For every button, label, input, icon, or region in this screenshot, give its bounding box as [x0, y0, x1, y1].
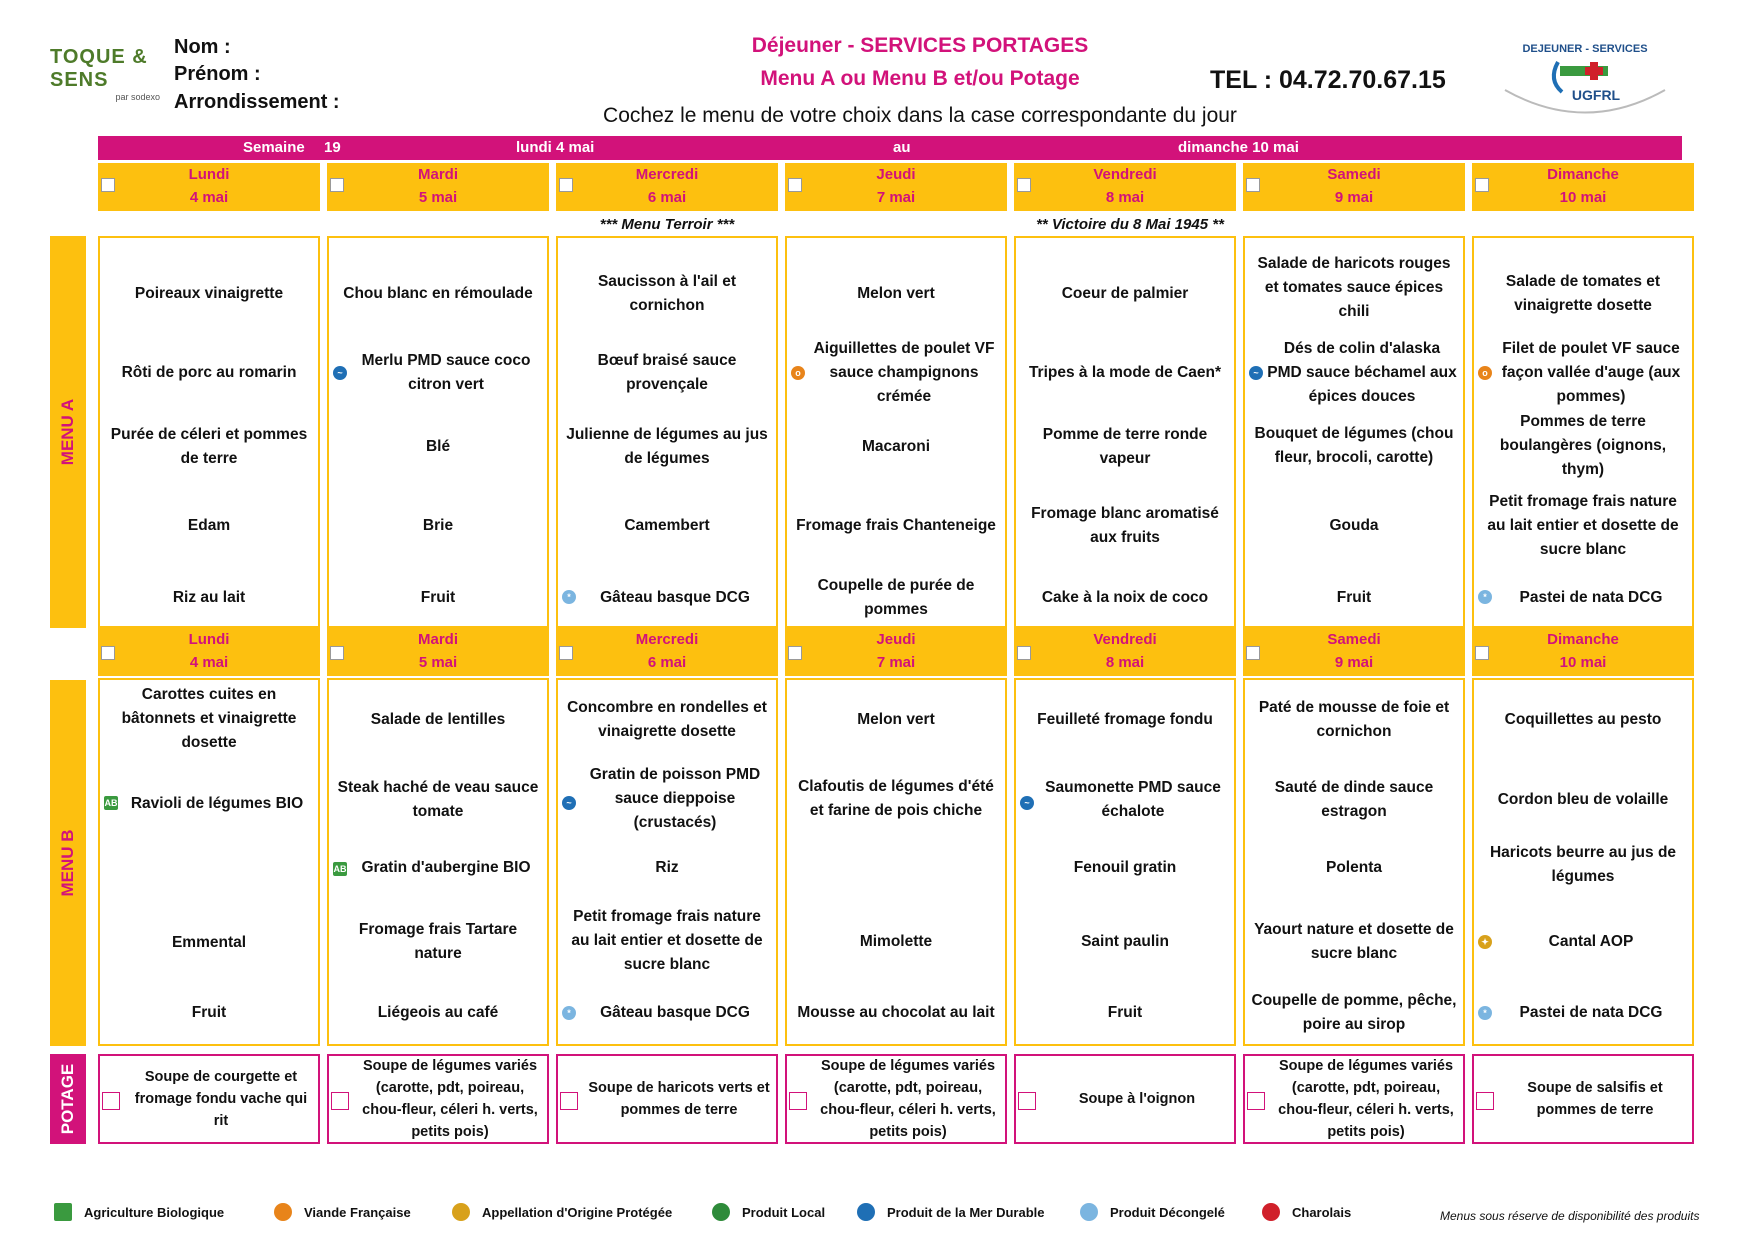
menu-a-item: Salade de haricots rouges et tomates sauce épices chili [1257, 255, 1451, 320]
logo-left-text: TOQUE & SENS [50, 46, 148, 91]
day-name: Samedi [1327, 166, 1381, 183]
menu-b-item: Melon vert [857, 711, 935, 728]
week-end: dimanche 10 mai [1178, 139, 1299, 156]
potage-item: Soupe de légumes variés (carotte, pdt, poireau, chou-fleur, céleri h. verts, petits pois) [1278, 1058, 1454, 1140]
day-name: Mardi [417, 166, 458, 183]
potage-item: Soupe de salsifis et pommes de terre [1527, 1080, 1663, 1118]
menu-a-item: Fruit [1336, 589, 1372, 606]
day-name: Lundi [188, 166, 230, 183]
day-name: Dimanche [1547, 631, 1619, 648]
day-header-b-dimanche [1472, 628, 1694, 676]
menu-a-item: Cake à la noix de coco [1041, 589, 1209, 606]
menu-b-item: Mimolette [859, 933, 933, 950]
menu-b-item: Fromage frais Tartare nature [358, 921, 518, 962]
menu-a-item: Melon vert [857, 285, 935, 302]
menu-b-item: Feuilleté fromage fondu [1037, 711, 1213, 728]
day-header-a-lundi [98, 163, 320, 211]
day-header-a-vendredi [1014, 163, 1236, 211]
day-name: Mercredi [635, 631, 699, 648]
potage-checkbox-mercredi[interactable] [560, 1092, 578, 1110]
menu-b-item: Saumonette PMD sauce échalote [1045, 779, 1221, 820]
week-bar [98, 136, 1682, 160]
menu-b-item: Yaourt nature et dosette de sucre blanc [1254, 921, 1454, 962]
menu-terroir-note: *** Menu Terroir *** [599, 216, 735, 233]
menu-a-item: Petit fromage frais nature au lait entier et dosette de sucre blanc [1487, 493, 1679, 558]
produit-local-icon [712, 1203, 730, 1221]
mer-durable-icon: ~ [333, 366, 347, 380]
day-header-a-mercredi [556, 163, 778, 211]
potage-item: Soupe de légumes variés (carotte, pdt, poireau, chou-fleur, céleri h. verts, petits pois) [820, 1058, 996, 1140]
week-start: lundi 4 mai [516, 139, 595, 156]
menu-a-item: Riz au lait [172, 589, 246, 606]
decongele-icon: * [562, 1006, 576, 1020]
mer-durable-icon: ~ [1249, 366, 1263, 380]
logo-right-line1: DEJEUNER - SERVICES [1522, 43, 1648, 55]
menu-a-item: Fromage blanc aromatisé aux fruits [1031, 505, 1219, 546]
decongele-icon: * [562, 590, 576, 604]
potage-box-vendredi [1014, 1054, 1236, 1144]
day-date: 5 mai [418, 189, 458, 206]
legend-label: Appellation d'Origine Protégée [482, 1204, 673, 1220]
menu-b-item: Carottes cuites en bâtonnets et vinaigrette dosette [121, 686, 297, 751]
legend-item-aop [452, 1203, 672, 1221]
potage-checkbox-vendredi[interactable] [1018, 1092, 1036, 1110]
legend-label: Produit Décongelé [1110, 1204, 1225, 1220]
menu-b-box-mardi [327, 678, 549, 1046]
menu-b-item: Liégeois au café [377, 1004, 499, 1021]
day-name: Dimanche [1547, 166, 1619, 183]
day-name: Mardi [417, 631, 458, 648]
viande-francaise-icon: o [791, 366, 805, 380]
menu-a-item: Salade de tomates et vinaigrette dosette [1505, 273, 1661, 314]
menu-b-item: Riz [655, 859, 679, 876]
menu-a-box-vendredi [1014, 236, 1236, 628]
menu-b-item: Emmental [171, 934, 247, 951]
day-name: Jeudi [876, 166, 916, 183]
prenom-label: Prénom : [174, 63, 261, 85]
decongele-icon: * [1478, 1006, 1492, 1020]
day-name: Samedi [1327, 631, 1381, 648]
menu-b-item: Mousse au chocolat au lait [797, 1004, 995, 1021]
potage-box-lundi [98, 1054, 320, 1144]
menu-a-item: Edam [187, 517, 231, 534]
menu-b-box-samedi [1243, 678, 1465, 1046]
menu-a-box-samedi [1243, 236, 1465, 628]
viande-francaise-icon: o [1478, 366, 1492, 380]
menu-b-item: Ravioli de légumes BIO [130, 795, 304, 812]
legend-label: Viande Française [304, 1204, 411, 1220]
menu-b-box-vendredi [1014, 678, 1236, 1046]
day-header-a-samedi [1243, 163, 1465, 211]
day-name: Vendredi [1093, 166, 1157, 183]
bio-icon: AB [333, 864, 347, 874]
viande-francaise-icon [274, 1203, 292, 1221]
menu-b-item: Saint paulin [1081, 933, 1169, 950]
legend-label: Charolais [1292, 1204, 1352, 1220]
menu-b-item: Gratin de poisson PMD sauce dieppoise (crustacés) [589, 766, 761, 831]
menu-b-box-mercredi [556, 678, 778, 1046]
instruction-text: Cochez le menu de votre choix dans la case correspondante du jour [603, 104, 1237, 127]
day-date: 8 mai [1105, 654, 1145, 671]
menu-b-item: Gratin d'aubergine BIO [361, 859, 531, 876]
page-subtitle: Menu A ou Menu B et/ou Potage [760, 67, 1080, 90]
day-header-b-mercredi [556, 628, 778, 676]
menu-b-item: Coquillettes au pesto [1504, 711, 1662, 728]
menu-b-item [100, 844, 318, 904]
day-date: 8 mai [1105, 189, 1145, 206]
decongele-icon [1080, 1203, 1098, 1221]
menu-a-item: Bœuf braisé sauce provençale [597, 352, 737, 393]
potage-checkbox-samedi[interactable] [1247, 1092, 1265, 1110]
menu-a-item: Gâteau basque DCG [600, 589, 750, 606]
menu-b-item: Coupelle de pomme, pêche, poire au sirop [1251, 992, 1457, 1033]
legend-item-decongele [1080, 1203, 1225, 1221]
menu-a-item: Tripes à la mode de Caen* [1028, 364, 1222, 381]
legend-item-local [712, 1203, 825, 1221]
arrondissement-label: Arrondissement : [174, 91, 340, 113]
potage-checkbox-dimanche[interactable] [1476, 1092, 1494, 1110]
mer-durable-icon: ~ [562, 796, 576, 810]
potage-box-mardi [327, 1054, 549, 1144]
legend-item-charolais [1262, 1203, 1351, 1221]
menu-a-item: Bouquet de légumes (chou fleur, brocoli, carotte) [1254, 425, 1454, 466]
potage-box-samedi [1243, 1054, 1465, 1144]
menu-a-box-dimanche [1472, 236, 1694, 628]
menu-b-item: Sauté de dinde sauce estragon [1274, 779, 1434, 820]
menu-a-item: Fruit [420, 589, 456, 606]
menu-a-item: Dés de colin d'alaska PMD sauce béchamel aux épices douces [1267, 340, 1457, 405]
menu-a-item: Camembert [624, 517, 710, 534]
menu-a-side [50, 236, 86, 628]
menu-a-item: Merlu PMD sauce coco citron vert [361, 352, 531, 393]
menu-b-item: Cordon bleu de volaille [1497, 791, 1669, 808]
menu-a-item: Chou blanc en rémoulade [343, 285, 533, 302]
menu-b-item: Fenouil gratin [1073, 859, 1177, 876]
menu-b-item: Salade de lentilles [370, 711, 506, 728]
day-date: 9 mai [1334, 654, 1374, 671]
menu-b-box-jeudi [785, 678, 1007, 1046]
day-header-a-dimanche [1472, 163, 1694, 211]
day-date: 5 mai [418, 654, 458, 671]
menu-b-side [50, 680, 86, 1046]
day-header-b-jeudi [785, 628, 1007, 676]
aop-icon: ✦ [1478, 935, 1492, 949]
potage-checkbox-mardi[interactable] [331, 1092, 349, 1110]
menu-b-item: Pastei de nata DCG [1519, 1004, 1663, 1021]
menu-b-item: Polenta [1326, 859, 1382, 876]
charolais-icon [1262, 1203, 1280, 1221]
day-date: 6 mai [647, 654, 687, 671]
menu-a-item: Aiguillettes de poulet VF sauce champignons crémée [813, 340, 995, 405]
menu-b-item: Petit fromage frais nature au lait entier et dosette de sucre blanc [571, 908, 763, 973]
day-date: 7 mai [876, 189, 916, 206]
day-name: Vendredi [1093, 631, 1157, 648]
legend-label: Produit Local [742, 1204, 826, 1220]
day-date: 4 mai [189, 654, 229, 671]
toque-sens-logo [50, 46, 160, 102]
victoire-note: ** Victoire du 8 Mai 1945 ** [1036, 216, 1224, 233]
potage-side [50, 1054, 86, 1144]
menu-a-item: Macaroni [861, 438, 931, 455]
legend-item-viande [274, 1203, 411, 1221]
day-header-a-jeudi [785, 163, 1007, 211]
mer-durable-icon: ~ [1020, 796, 1034, 810]
menu-b-label: MENU B [58, 829, 77, 897]
potage-item: Soupe à l'oignon [1078, 1091, 1196, 1107]
day-name: Jeudi [876, 631, 916, 648]
aop-icon [452, 1203, 470, 1221]
potage-item: Soupe de courgette et fromage fondu vache qui rit [134, 1069, 308, 1129]
potage-box-dimanche [1472, 1054, 1694, 1144]
potage-label: POTAGE [58, 1063, 77, 1135]
page-title: Déjeuner - SERVICES PORTAGES [751, 34, 1089, 57]
menu-b-item: Paté de mousse de foie et cornichon [1258, 699, 1450, 740]
menu-b-item: Cantal AOP [1548, 933, 1634, 950]
menu-a-box-lundi [98, 236, 320, 628]
menu-a-item: Rôti de porc au romarin [121, 364, 297, 381]
day-date: 7 mai [876, 654, 916, 671]
menu-a-box-mercredi [556, 236, 778, 628]
day-date: 10 mai [1559, 654, 1607, 671]
potage-checkbox-lundi[interactable] [102, 1092, 120, 1110]
menu-a-item: Pommes de terre boulangères (oignons, thym) [1499, 413, 1667, 478]
logo-left-subtext: par sodexo [115, 92, 160, 102]
day-header-b-mardi [327, 628, 549, 676]
semaine-number: 19 [324, 139, 341, 156]
menu-b-box-lundi [98, 678, 320, 1046]
nom-label: Nom : [174, 36, 231, 58]
menu-a-box-mardi [327, 236, 549, 628]
mer-durable-icon [857, 1203, 875, 1221]
day-name: Mercredi [635, 166, 699, 183]
menu-a-item: Coeur de palmier [1061, 285, 1189, 302]
legend-label: Agriculture Biologique [84, 1204, 225, 1220]
week-au: au [893, 139, 911, 156]
day-date: 6 mai [647, 189, 687, 206]
menu-a-label: MENU A [58, 398, 77, 466]
menu-b-item [787, 840, 1005, 896]
menu-b-item: Haricots beurre au jus de légumes [1489, 844, 1677, 885]
menu-a-item: Pomme de terre ronde vapeur [1042, 426, 1208, 467]
day-header-b-samedi [1243, 628, 1465, 676]
semaine-label: Semaine [243, 139, 305, 156]
menu-a-box-jeudi [785, 236, 1007, 628]
legend-item-mer [857, 1203, 1044, 1221]
menu-a-item: Brie [422, 517, 454, 534]
logo-right-line2: UGFRL [1571, 87, 1621, 103]
menu-b-box-dimanche [1472, 678, 1694, 1046]
decongele-icon: * [1478, 590, 1492, 604]
menu-a-item: Saucisson à l'ail et cornichon [597, 273, 737, 314]
day-date: 10 mai [1559, 189, 1607, 206]
potage-item: Soupe de haricots verts et pommes de terre [588, 1080, 770, 1118]
menu-a-item: Pastei de nata DCG [1519, 589, 1663, 606]
potage-box-jeudi [785, 1054, 1007, 1144]
day-header-b-vendredi [1014, 628, 1236, 676]
menu-a-item: Gouda [1329, 517, 1379, 534]
disclaimer: Menus sous réserve de disponibilité des produits [1440, 1209, 1700, 1223]
menu-b-item: Fruit [191, 1004, 227, 1021]
menu-b-item: Gâteau basque DCG [600, 1004, 750, 1021]
menu-a-item: Purée de céleri et pommes de terre [110, 426, 308, 467]
menu-a-item: Poireaux vinaigrette [134, 285, 284, 302]
potage-item: Soupe de légumes variés (carotte, pdt, poireau, chou-fleur, céleri h. verts, petits pois) [362, 1058, 538, 1140]
telephone-number: TEL : 04.72.70.67.15 [1210, 66, 1446, 94]
menu-a-item: Coupelle de purée de pommes [817, 577, 975, 618]
menu-b-item: Steak haché de veau sauce tomate [337, 779, 539, 820]
day-date: 9 mai [1334, 189, 1374, 206]
day-header-b-lundi [98, 628, 320, 676]
potage-box-mercredi [556, 1054, 778, 1144]
day-name: Lundi [188, 631, 230, 648]
bio-icon: AB [104, 798, 118, 808]
legend-item-bio [54, 1203, 224, 1221]
bio-icon [54, 1203, 72, 1221]
ugfrl-logo [1500, 40, 1670, 120]
menu-a-item: Filet de poulet VF sauce façon vallée d'auge (aux pommes) [1501, 340, 1681, 405]
menu-b-item: Concombre en rondelles et vinaigrette dosette [567, 699, 767, 740]
day-date: 4 mai [189, 189, 229, 206]
day-header-a-mardi [327, 163, 549, 211]
menu-a-item: Fromage frais Chanteneige [796, 517, 996, 534]
menu-b-item: Clafoutis de légumes d'été et farine de pois chiche [798, 778, 994, 819]
menu-a-item: Blé [425, 438, 451, 455]
potage-checkbox-jeudi[interactable] [789, 1092, 807, 1110]
menu-a-item: Julienne de légumes au jus de légumes [566, 426, 768, 467]
legend-label: Produit de la Mer Durable [887, 1204, 1045, 1220]
menu-b-item: Fruit [1107, 1004, 1143, 1021]
